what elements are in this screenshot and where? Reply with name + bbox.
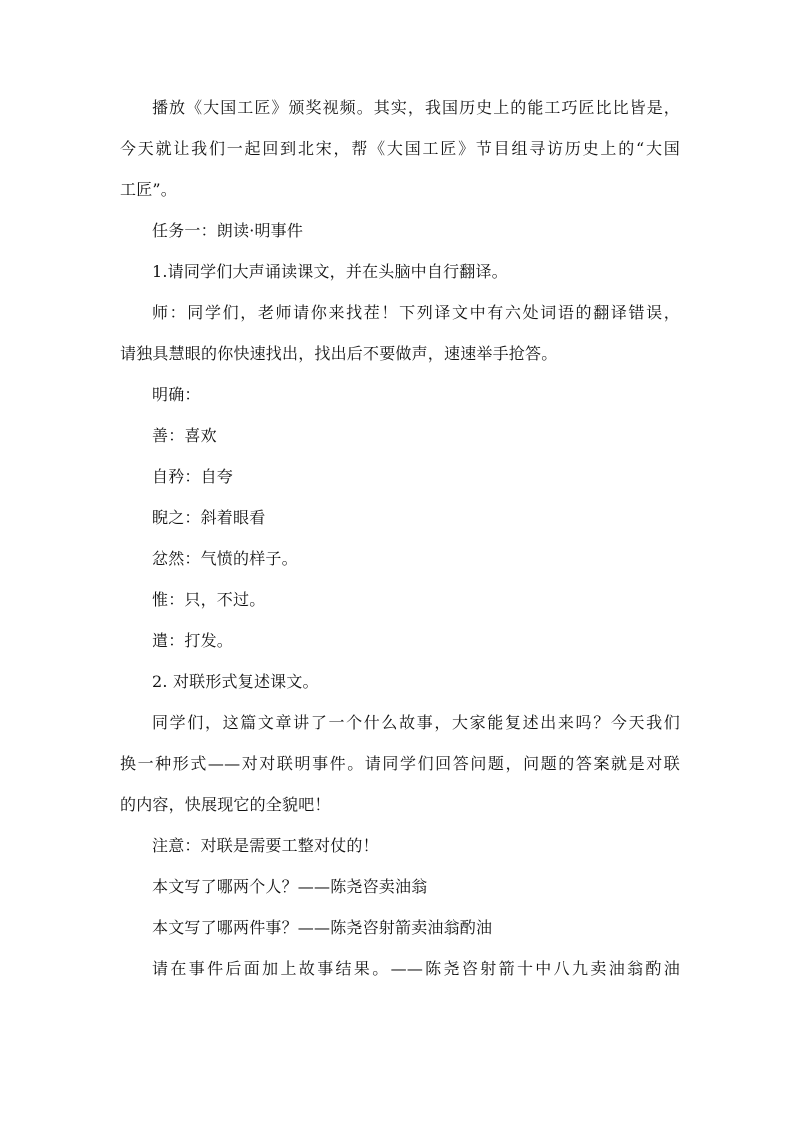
vocab-item: 忿然：气愤的样子。 xyxy=(152,549,298,568)
teacher-paragraph-line-2: 请独具慧眼的你快速找出，找出后不要做声，速速举手抢答。 xyxy=(120,344,558,363)
vocab-item: 遣：打发。 xyxy=(152,631,234,650)
couplet-intro-line-1: 同学们，这篇文章讲了一个什么故事，大家能复述出来吗？今天我们 xyxy=(152,713,680,732)
intro-paragraph-line-3: 工匠”。 xyxy=(120,180,177,199)
couplet-intro-line-3: 的内容，快展现它的全貌吧！ xyxy=(120,795,331,814)
step-1: 1.请同学们大声诵读课文，并在头脑中自行翻译。 xyxy=(152,262,508,281)
intro-paragraph-line-1: 播放《大国工匠》颁奖视频。其实，我国历史上的能工巧匠比比皆是， xyxy=(152,98,680,117)
answer-label: 明确： xyxy=(152,385,201,404)
vocab-item: 善：喜欢 xyxy=(152,426,217,445)
note-line: 注意：对联是需要工整对仗的！ xyxy=(152,836,379,855)
document-body xyxy=(120,98,680,1000)
couplet-intro-line-2: 换一种形式——对对联明事件。请同学们回答问题，问题的答案就是对联 xyxy=(120,754,680,773)
task-heading: 任务一：朗读·明事件 xyxy=(152,221,304,240)
vocab-item: 睨之：斜着眼看 xyxy=(152,508,266,527)
question-line: 请在事件后面加上故事结果。——陈尧咨射箭十中八九卖油翁酌油 xyxy=(152,959,680,978)
question-line: 本文写了哪两个人？——陈尧咨卖油翁 xyxy=(152,877,428,896)
vocab-item: 惟：只，不过。 xyxy=(152,590,266,609)
vocab-item: 自矜：自夸 xyxy=(152,467,234,486)
question-line: 本文写了哪两件事？——陈尧咨射箭卖油翁酌油 xyxy=(152,918,493,937)
intro-paragraph-line-2: 今天就让我们一起回到北宋，帮《大国工匠》节目组寻访历史上的“大国 xyxy=(120,139,680,158)
teacher-paragraph-line-1: 师：同学们，老师请你来找茬！下列译文中有六处词语的翻译错误， xyxy=(152,303,680,322)
step-2: 2. 对联形式复述课文。 xyxy=(152,672,319,691)
